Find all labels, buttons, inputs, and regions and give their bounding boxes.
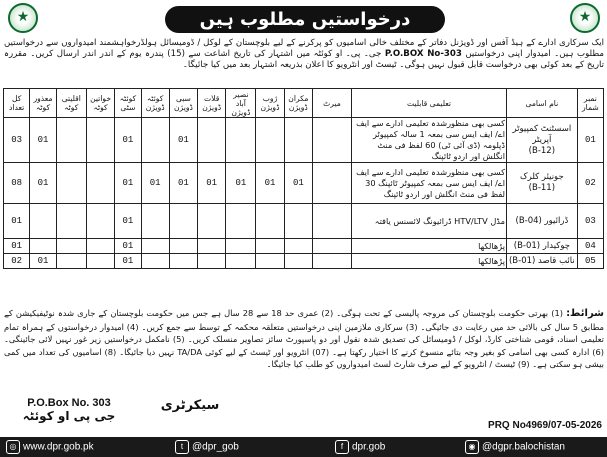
cell-quota <box>141 204 169 239</box>
cell-quota: 01 <box>30 254 56 269</box>
cell-post: نائب قاصد (B-01) <box>506 254 577 269</box>
intro-text-b: جی۔ پی۔ او کوئٹہ میں اشتہار کی تاریخ اشاعت سے (15) پندرہ یوم کے اندر اندر ارسال کریں۔ مقررہ تاریخ کے بعد کوئی بھی درخواست قابل قبول نہیں ہوگی۔ ٹیسٹ اور انٹرویو کا اعلان بذریعہ اشتہار بعد میں کیا جائیگا۔ <box>4 49 604 70</box>
cell-quota <box>198 204 226 239</box>
cell-quota <box>226 204 256 239</box>
post-name: اسسٹنٹ کمپیوٹر آپریٹر <box>512 123 572 145</box>
cell-total: 01 <box>4 204 30 239</box>
cell-quota <box>256 118 284 163</box>
instagram-text: @dgpr.balochistan <box>482 441 565 453</box>
cell-quota: 01 <box>115 204 141 239</box>
cell-quota <box>313 163 352 204</box>
header-zhob: ژوب ڈویژن <box>256 89 284 118</box>
header-makran: مکران ڈویژن <box>284 89 312 118</box>
header-qualification: تعلیمی قابلیت <box>351 89 506 118</box>
cell-total: 02 <box>4 254 30 269</box>
cell-quota: 01 <box>115 239 141 254</box>
cell-quota <box>86 254 114 269</box>
cell-post: چوکیدار (B-01) <box>506 239 577 254</box>
facebook-text: dpr.gob <box>352 441 386 453</box>
cell-quota <box>256 254 284 269</box>
intro-text-a: ایک سرکاری ادارے کے ہیڈ آفس اور ڈویژنل دفاتر کے مختلف خالی اسامیوں کو پرکرنے کے لیے بلوچستان کے لوکل / ڈومیسائل ہولڈرخواہشمند امیدواروں سے درخواستیں مطلوب ہیں۔ امیدوار اپنی درخواستیں <box>4 38 605 59</box>
table-row <box>4 239 604 254</box>
header-serial: نمبر شمار <box>577 89 603 118</box>
header-total: کل تعداد <box>4 89 30 118</box>
vacancies-table <box>3 88 604 269</box>
header-women-quota: خواتین کوٹہ <box>86 89 114 118</box>
cell-quota <box>284 239 312 254</box>
cell-post: ڈرائیور (B-04) <box>506 204 577 239</box>
cell-quota <box>198 118 226 163</box>
cell-quota <box>169 254 197 269</box>
cell-quota <box>198 239 226 254</box>
cell-quota <box>30 239 56 254</box>
instagram-icon: ◉ <box>465 440 479 454</box>
cell-quota <box>313 204 352 239</box>
cell-quota: 01 <box>226 163 256 204</box>
cell-qualification: کسی بھی منظورشدہ تعلیمی ادارے سے ایف اے/ ایف ایس سی بمعہ کمپیوٹر ٹائپنگ 30 لفظ فی منٹ انگلش اور اردو ٹائپنگ <box>351 163 506 204</box>
cell-quota: 01 <box>115 254 141 269</box>
cell-quota <box>56 239 86 254</box>
cell-quota <box>284 204 312 239</box>
cell-qualification: پڑھالکھا <box>351 239 506 254</box>
footer-gpo: جی پی او کوئٹہ <box>22 409 116 423</box>
cell-quota <box>284 118 312 163</box>
social-bar <box>0 437 607 457</box>
cell-quota <box>56 118 86 163</box>
cell-quota <box>86 163 114 204</box>
header-quetta-division: کوئٹہ ڈویژن <box>141 89 169 118</box>
cell-quota: 01 <box>198 163 226 204</box>
facebook-link[interactable] <box>335 440 385 454</box>
cell-quota <box>226 239 256 254</box>
post-name: جونیئر کلرک <box>520 172 564 182</box>
conditions-text: (1) بھرتی حکومت بلوچستان کی مروجہ پالیسی کے تحت ہوگی۔ (2) عمری حد 18 سے 28 سال ہے جس میں حکومت بلوچستان کے جاری شدہ نوٹیفیکیشن کے مطابق 5 سال کی بالائی حد میں رعایت دی جائیگی۔ (3) سرکاری ملازمین اپنی درخواستیں متعلقہ محکمہ کے توسط سے جمع کریں۔ (4) امیدوار درخواستوں کے ہمراہ تمام تعلیمی اسناد، قومی شناختی کارڈ، لوکل / ڈومیسائل کی تصدیق شدہ نقول اور دو پاسپورٹ سائز تصاویر منسلک کریں۔ (5) نامکمل درخواستیں زیر غور نہیں لائی جائینگی۔ (6) ادارہ کسی بھی اسامی کو بغیر وجہ بتائے منسوخ کرنے کا اختیار رکھتا ہے۔ (07) انٹرویو اور ٹیسٹ کے لیے کوئی TA/DA نہیں دیا جائیگا۔ (8) اسامیوں کی تعداد میں کمی بیشی ہو سکتی ہے۔ (9) ٹیسٹ / انٹرویو کے لیے صرف شارٹ لسٹ امیدواروں کو طلب کیا جائیگا۔ <box>4 308 604 369</box>
cell-quota <box>198 254 226 269</box>
cell-quota <box>56 254 86 269</box>
emblem-logo-right <box>570 3 600 33</box>
page-title: درخواستیں مطلوب ہیں <box>165 6 445 33</box>
intro-pobox: P.O.BOX No-303 <box>384 49 462 59</box>
facebook-icon: f <box>335 440 349 454</box>
cell-qualification: مڈل HTV/LTV ڈرائیونگ لائسنس یافتہ <box>351 204 506 239</box>
cell-quota <box>86 118 114 163</box>
cell-quota <box>141 239 169 254</box>
website-link[interactable] <box>6 440 94 454</box>
star-icon: ★ <box>578 9 592 25</box>
cell-serial: 02 <box>577 163 603 204</box>
cell-quota <box>256 239 284 254</box>
conditions-paragraph <box>4 307 604 371</box>
cell-qualification: کسی بھی منظورشدہ تعلیمی ادارے سے ایف اے/ ایف ایس سی بمعہ 1 سالہ کمپیوٹر ڈپلومہ (ڈی آئی ٹی) 60 لفظ فی منٹ انگلش اور اردو ٹائپنگ <box>351 118 506 163</box>
cell-serial: 05 <box>577 254 603 269</box>
cell-quota: 01 <box>169 163 197 204</box>
post-scale: (B-11) <box>528 183 556 193</box>
header-post: نام اسامی <box>506 89 577 118</box>
cell-quota <box>313 239 352 254</box>
prq-number: PRQ No4969/07-05-2026 <box>488 420 602 431</box>
cell-quota: 01 <box>30 163 56 204</box>
twitter-text: @dpr_gob <box>192 441 239 453</box>
cell-serial: 01 <box>577 118 603 163</box>
cell-quota: 01 <box>30 118 56 163</box>
cell-quota <box>141 254 169 269</box>
cell-qualification: پڑھالکھا <box>351 254 506 269</box>
cell-post <box>506 118 577 163</box>
instagram-link[interactable] <box>465 440 565 454</box>
cell-quota <box>226 254 256 269</box>
header-sibi: سبی ڈویژن <box>169 89 197 118</box>
cell-quota <box>169 239 197 254</box>
cell-serial: 04 <box>577 239 603 254</box>
cell-quota <box>141 118 169 163</box>
cell-quota <box>313 254 352 269</box>
post-scale: (B-12) <box>528 145 556 156</box>
cell-quota <box>86 239 114 254</box>
cell-total: 08 <box>4 163 30 204</box>
emblem-logo-left <box>8 3 38 33</box>
cell-quota <box>86 204 114 239</box>
cell-quota: 01 <box>256 163 284 204</box>
cell-total: 03 <box>4 118 30 163</box>
table-row <box>4 163 604 204</box>
table-row <box>4 254 604 269</box>
footer-pobox: P.O.Box No. 303 <box>27 397 111 409</box>
cell-quota: 01 <box>115 163 141 204</box>
header-merit: میرٹ <box>313 89 352 118</box>
cell-quota <box>256 204 284 239</box>
header-kalat: قلات ڈویژن <box>198 89 226 118</box>
cell-quota <box>284 254 312 269</box>
cell-post <box>506 163 577 204</box>
header-disabled-quota: معذور کوٹہ <box>30 89 56 118</box>
globe-icon: ◎ <box>6 440 20 454</box>
cell-quota: 01 <box>115 118 141 163</box>
intro-paragraph <box>4 38 604 71</box>
twitter-link[interactable] <box>175 440 239 454</box>
header-quetta-city: کوئٹہ سٹی <box>115 89 141 118</box>
cell-total: 01 <box>4 239 30 254</box>
cell-quota: 01 <box>284 163 312 204</box>
cell-quota <box>169 204 197 239</box>
cell-quota <box>30 204 56 239</box>
table-header-row <box>4 89 604 118</box>
header <box>0 0 607 38</box>
table-row <box>4 118 604 163</box>
cell-quota <box>313 118 352 163</box>
cell-quota: 01 <box>141 163 169 204</box>
website-text: www.dpr.gob.pk <box>23 441 94 453</box>
cell-quota: 01 <box>169 118 197 163</box>
cell-quota <box>226 118 256 163</box>
address-block <box>4 397 134 433</box>
secretary-signature: سیکرٹری <box>160 398 220 413</box>
conditions-lead: شرائط: <box>566 308 605 319</box>
twitter-icon: t <box>175 440 189 454</box>
cell-quota <box>56 163 86 204</box>
star-icon: ★ <box>16 9 30 25</box>
cell-quota <box>56 204 86 239</box>
cell-serial: 03 <box>577 204 603 239</box>
header-minority-quota: اقلیتی کوٹہ <box>56 89 86 118</box>
header-naseerabad: نصیر آباد ڈویژن <box>226 89 256 118</box>
table-row <box>4 204 604 239</box>
